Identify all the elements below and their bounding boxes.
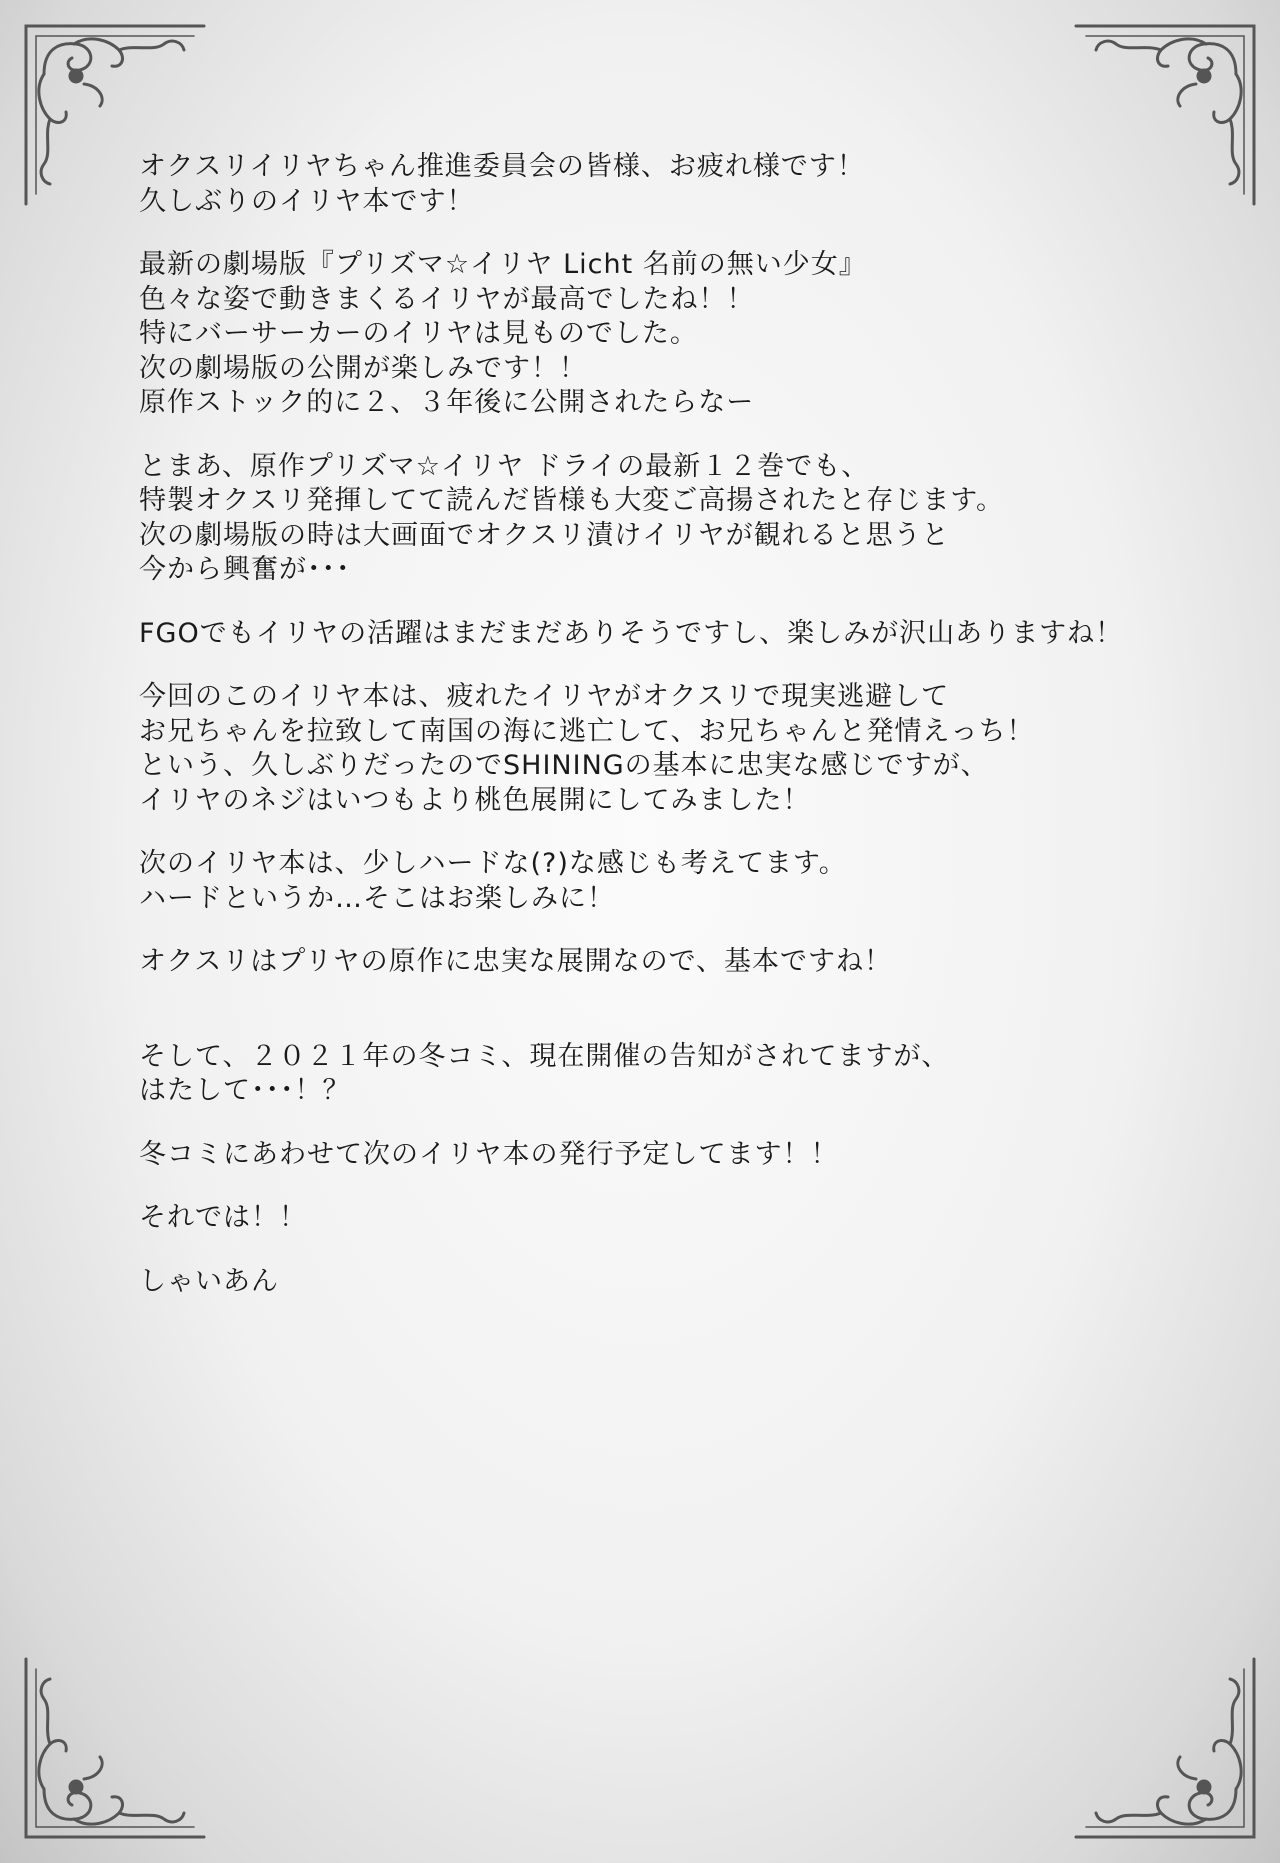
text-line: そして、２０２１年の冬コミ、現在開催の告知がされてますが、: [139, 1040, 950, 1072]
paragraph-release-plan: [139, 1138, 1149, 1173]
text-line: 特製オクスリ発揮してて読んだ皆様も大変ご高揚されたと存じます。: [139, 485, 1005, 516]
paragraph-winter-comiket: [139, 1040, 1149, 1109]
author-signature: [139, 1265, 1149, 1300]
paragraph-okusuri: [139, 945, 1149, 980]
text-line: それでは！！: [139, 1202, 307, 1233]
text-line: という、久しぶりだったのでSHININGの基本に忠実な感じですが、: [139, 750, 989, 781]
text-line: 原作ストック的に２、３年後に公開されたらなー: [139, 387, 755, 418]
text-line: FGOでもイリヤの活躍はまだまだありそうですし、楽しみが沢山ありますね！: [139, 617, 1124, 649]
paragraph-closing: [139, 1201, 1149, 1236]
paragraph-greeting: [139, 150, 1149, 219]
paragraph-fgo: [139, 617, 1149, 652]
text-line: オクスリイリヤちゃん推進委員会の皆様、お疲れ様です！: [139, 151, 865, 182]
corner-ornament-bottom-right-icon: [1066, 1649, 1266, 1849]
text-line: 次のイリヤ本は、少しハードな(?)な感じも考えてます。: [139, 848, 847, 879]
paragraph-manga: [139, 450, 1149, 588]
text-line: 冬コミにあわせて次のイリヤ本の発行予定してます！！: [139, 1138, 839, 1170]
text-line: お兄ちゃんを拉致して南国の海に逃亡して、お兄ちゃんと発情えっち！: [139, 715, 1035, 747]
paragraph-this-book: [139, 680, 1149, 818]
text-line: ハードというか…そこはお楽しみに！: [139, 882, 615, 914]
text-line: 久しぶりのイリヤ本です！: [139, 185, 475, 217]
text-line: イリヤのネジはいつもより桃色展開にしてみました！: [139, 784, 811, 816]
text-line: 特にバーサーカーのイリヤは見ものでした。: [139, 318, 698, 349]
text-line: はたして･･･！？: [139, 1075, 351, 1106]
author-name: しゃいあん: [139, 1265, 279, 1297]
text-line: 次の劇場版の公開が楽しみです！！: [139, 352, 587, 384]
afterword-text: [139, 150, 1149, 1328]
paragraph-movie: [139, 248, 1149, 421]
text-line: オクスリはプリヤの原作に忠実な展開なので、基本ですね！: [139, 946, 893, 977]
text-line: 今から興奮が･･･: [139, 554, 351, 585]
text-line: 最新の劇場版『プリズマ☆イリヤ Licht 名前の無い少女』: [139, 249, 867, 280]
paragraph-next-book: [139, 847, 1149, 916]
text-line: 色々な姿で動きまくるイリヤが最高でしたね！！: [139, 283, 755, 315]
text-line: 次の劇場版の時は大画面でオクスリ漬けイリヤが観れると思うと: [139, 519, 950, 551]
text-line: とまあ、原作プリズマ☆イリヤ ドライの最新１２巻でも、: [139, 450, 870, 482]
corner-ornament-bottom-left-icon: [14, 1649, 214, 1849]
text-line: 今回のこのイリヤ本は、疲れたイリヤがオクスリで現実逃避して: [139, 681, 950, 712]
